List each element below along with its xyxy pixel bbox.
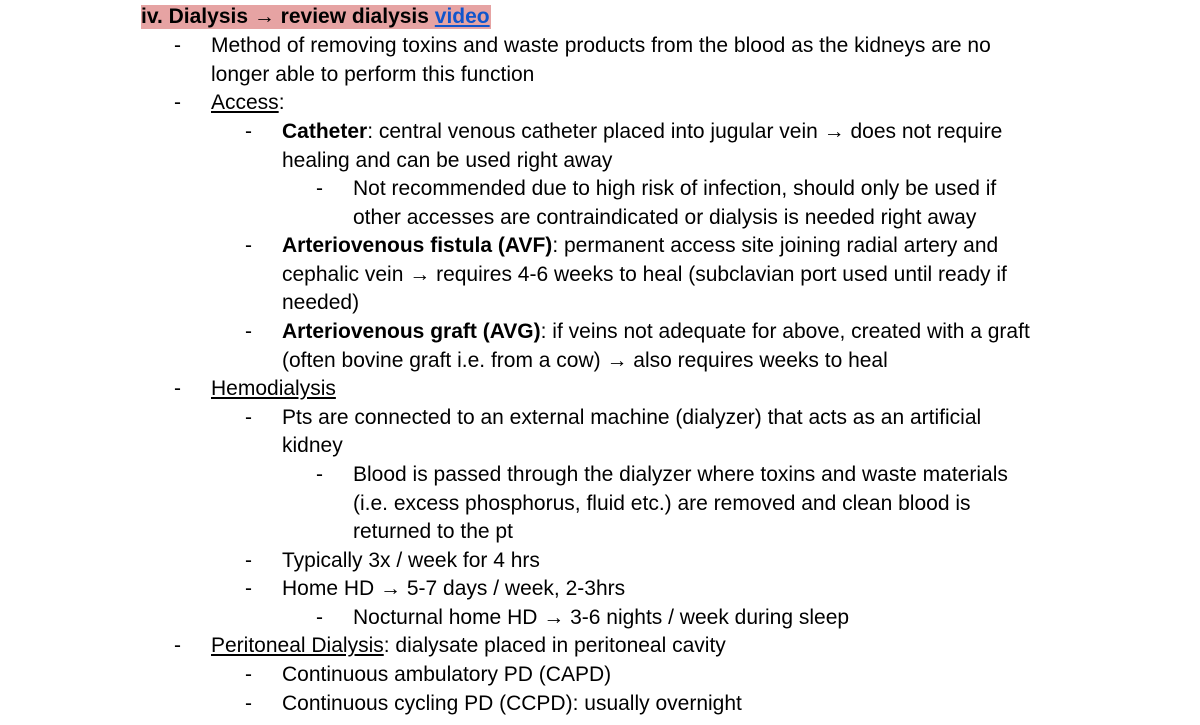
bullet-dash: - — [245, 120, 252, 143]
bullet-dash: - — [245, 406, 252, 429]
catheter-sub-line-1: Not recommended due to high risk of infection, should only be used if — [353, 177, 997, 200]
capd-text: Continuous ambulatory PD (CAPD) — [282, 663, 612, 686]
access-colon: : — [278, 91, 285, 114]
hemo-line-2: kidney — [282, 434, 343, 457]
bullet-dash: - — [245, 320, 252, 343]
catheter-desc: : central venous catheter placed into jugular vein → does not require — [367, 120, 1003, 143]
avf-desc: : permanent access site joining radial artery and — [552, 234, 999, 257]
heading-text: iv. Dialysis → review dialysis — [141, 5, 435, 28]
avf-line-3: needed) — [282, 291, 360, 314]
access-underlined: Access — [211, 91, 279, 114]
avg-desc: : if veins not adequate for above, created with a graft — [540, 320, 1030, 343]
avf-line-2: cephalic vein → requires 4-6 weeks to heal (subclavian port used until ready if — [282, 263, 1007, 286]
bullet-dash: - — [174, 377, 181, 400]
bullet-dash: - — [245, 577, 252, 600]
avf-term: Arteriovenous fistula (AVF) — [282, 234, 553, 257]
bullet-dash: - — [316, 606, 323, 629]
hemo-sub-line-2: (i.e. excess phosphorus, fluid etc.) are removed and clean blood is — [353, 492, 971, 515]
video-link[interactable]: video — [434, 5, 490, 28]
bullet-dash: - — [316, 463, 323, 486]
nocturnal-text: Nocturnal home HD → 3-6 nights / week during sleep — [353, 606, 850, 629]
section-heading — [141, 3, 491, 32]
bullet-dash: - — [174, 634, 181, 657]
peritoneal-line — [211, 632, 726, 661]
avg-line-2: (often bovine graft i.e. from a cow) → also requires weeks to heal — [282, 349, 888, 372]
hemodialysis-label: Hemodialysis — [211, 377, 336, 400]
home-hd-text: Home HD → 5-7 days / week, 2-3hrs — [282, 577, 626, 600]
bullet-dash: - — [245, 663, 252, 686]
bullet-dash: - — [174, 34, 181, 57]
hemo-sub-line-1: Blood is passed through the dialyzer where toxins and waste materials — [353, 463, 1008, 486]
access-label — [211, 89, 285, 118]
method-line-2: longer able to perform this function — [211, 63, 535, 86]
bullet-dash: - — [316, 177, 323, 200]
peritoneal-label: Peritoneal Dialysis — [211, 634, 384, 657]
typical-text: Typically 3x / week for 4 hrs — [282, 549, 540, 572]
avg-term: Arteriovenous graft (AVG) — [282, 320, 541, 343]
hemo-sub-line-3: returned to the pt — [353, 520, 513, 543]
bullet-dash: - — [245, 549, 252, 572]
bullet-dash: - — [174, 91, 181, 114]
catheter-line-1 — [282, 118, 1002, 147]
catheter-sub-line-2: other accesses are contraindicated or dialysis is needed right away — [353, 206, 977, 229]
method-line-1: Method of removing toxins and waste products from the blood as the kidneys are no — [211, 34, 991, 57]
bullet-dash: - — [245, 234, 252, 257]
catheter-term: Catheter — [282, 120, 368, 143]
avg-line-1 — [282, 318, 1030, 347]
catheter-line-2: healing and can be used right away — [282, 149, 613, 172]
bullet-dash: - — [245, 692, 252, 715]
heading-highlight — [141, 5, 491, 29]
avf-line-1 — [282, 232, 998, 261]
peritoneal-desc: : dialysate placed in peritoneal cavity — [383, 634, 726, 657]
ccpd-text: Continuous cycling PD (CCPD): usually overnight — [282, 692, 742, 715]
hemo-line-1: Pts are connected to an external machine (dialyzer) that acts as an artificial — [282, 406, 982, 429]
